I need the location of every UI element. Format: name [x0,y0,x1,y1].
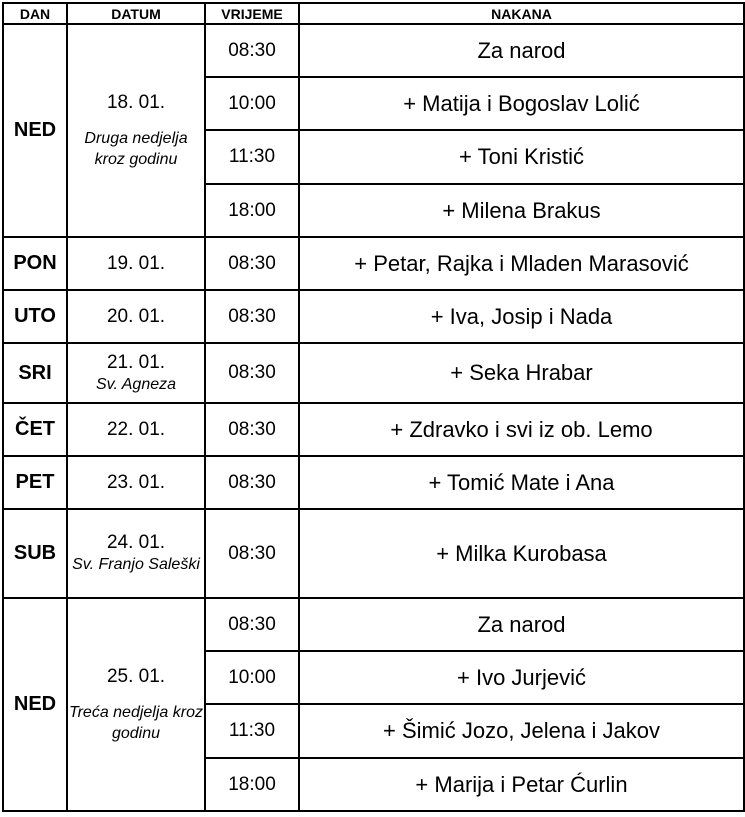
day-cell: SUB [3,509,67,598]
table-row [3,509,744,598]
date-value: 21. 01. [106,351,166,373]
time-cell: 08:30 [205,456,299,509]
time-cell: 08:30 [205,290,299,343]
table-row [3,456,744,509]
intent-cell: + Seka Hrabar [299,343,744,403]
date-cell [67,237,205,290]
mass-schedule-table [2,2,745,812]
time-cell: 10:00 [205,651,299,704]
intent-cell: + Milena Brakus [299,184,744,237]
time-cell: 08:30 [205,24,299,77]
intent-cell: + Ivo Jurjević [299,651,744,704]
date-cell [67,598,205,811]
intent-cell: + Toni Kristić [299,130,744,184]
intent-cell: + Šimić Jozo, Jelena i Jakov [299,704,744,758]
date-cell [67,24,205,237]
date-cell [67,509,205,598]
date-note: Treća nedjelja kroz godinu [69,703,203,742]
day-cell: ČET [3,403,67,456]
date-cell [67,456,205,509]
date-value: 24. 01. [106,532,166,553]
header-day: DAN [3,3,67,24]
header-row [3,3,744,24]
date-value: 22. 01. [106,418,166,440]
date-value: 25. 01. [106,665,166,687]
time-cell: 18:00 [205,758,299,811]
intent-cell: + Petar, Rajka i Mladen Marasović [299,237,744,290]
intent-cell: + Milka Kurobasa [299,509,744,598]
day-cell: UTO [3,290,67,343]
time-cell: 10:00 [205,77,299,130]
date-value: 20. 01. [106,305,166,327]
day-cell: PET [3,456,67,509]
date-value: 19. 01. [106,252,166,274]
table-row [3,237,744,290]
time-cell: 08:30 [205,598,299,651]
time-cell: 11:30 [205,130,299,184]
table-row [3,598,744,651]
day-cell: NED [3,598,67,811]
date-value: 18. 01. [106,91,166,113]
time-cell: 08:30 [205,509,299,598]
day-cell: SRI [3,343,67,403]
date-note: Druga nedjelja kroz godinu [84,129,188,168]
date-cell [67,290,205,343]
intent-cell: Za narod [299,24,744,77]
table-row [3,403,744,456]
intent-cell: + Zdravko i svi iz ob. Lemo [299,403,744,456]
header-date: DATUM [67,3,205,24]
table-row [3,24,744,77]
date-note: Sv. Agneza [95,375,177,393]
intent-cell: + Marija i Petar Ćurlin [299,758,744,811]
date-cell [67,403,205,456]
intent-cell: + Matija i Bogoslav Lolić [299,77,744,130]
time-cell: 11:30 [205,704,299,758]
day-cell: PON [3,237,67,290]
date-value: 23. 01. [106,471,166,493]
time-cell: 08:30 [205,237,299,290]
time-cell: 08:30 [205,403,299,456]
intent-cell: + Iva, Josip i Nada [299,290,744,343]
intent-cell: + Tomić Mate i Ana [299,456,744,509]
header-time: VRIJEME [205,3,299,24]
table-row [3,343,744,403]
header-intent: NAKANA [299,3,744,24]
day-cell: NED [3,24,67,237]
intent-cell: Za narod [299,598,744,651]
table-row [3,290,744,343]
time-cell: 18:00 [205,184,299,237]
time-cell: 08:30 [205,343,299,403]
date-cell [67,343,205,403]
date-note: Sv. Franjo Saleški [72,556,200,573]
